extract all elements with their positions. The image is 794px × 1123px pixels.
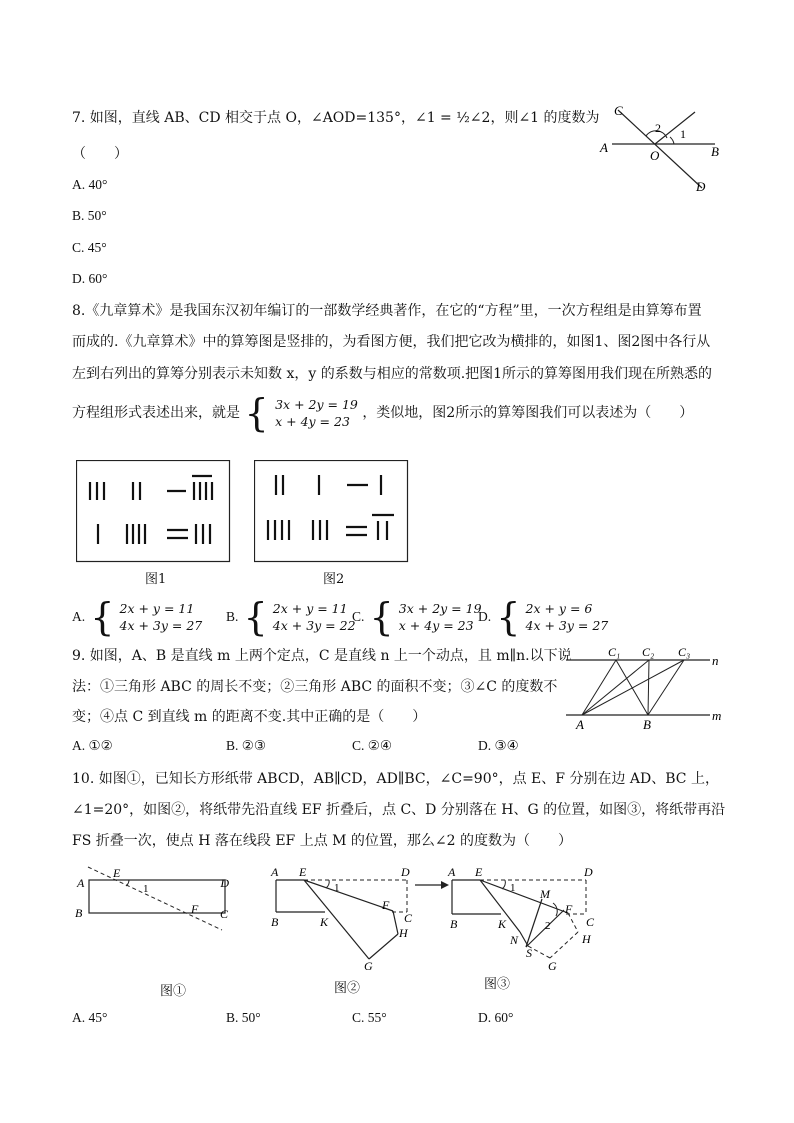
q10-option-a: A. 45° xyxy=(72,1010,108,1025)
q7-option-d: D. 60° xyxy=(72,271,108,286)
svg-text:E: E xyxy=(475,865,483,879)
q10-fig3-caption: 图③ xyxy=(484,977,511,992)
q9-option-b: B. ②③ xyxy=(226,738,266,753)
q7-label-a: A xyxy=(600,140,608,155)
q10-figure2 xyxy=(268,862,418,972)
svg-text:A: A xyxy=(448,865,456,879)
svg-text:A: A xyxy=(271,865,279,879)
svg-text:G: G xyxy=(548,959,557,973)
q7-label-1: 1 xyxy=(680,127,686,141)
q9-stem-line2: 法：①三角形 ABC 的周长不变；②三角形 ABC 的面积不变；③∠C 的度数不 xyxy=(72,679,558,695)
q7-label-b: B xyxy=(711,144,719,159)
q10-figure3 xyxy=(446,862,606,977)
q8-brace: { xyxy=(244,391,269,435)
q10-stem-line1: 10. 如图①，已知长方形纸带 ABCD，AB∥CD，AD∥BC，∠C=90°，点 E、F 分别在边 AD、BC 上， xyxy=(72,771,719,787)
q7-figure xyxy=(590,100,730,200)
svg-text:S: S xyxy=(526,946,532,960)
q9-label-c1: C₁ xyxy=(608,645,621,659)
q9-label-b: B xyxy=(643,717,651,732)
q9-option-c: C. ②④ xyxy=(352,738,392,753)
svg-text:E: E xyxy=(299,865,307,879)
q9-label-a: A xyxy=(576,717,584,732)
svg-text:H: H xyxy=(582,932,591,946)
q7-label-2: 2 xyxy=(655,121,661,135)
q8-option-a: A. { 2x + y = 11 4x + 3y = 27 xyxy=(72,595,203,639)
q10-fig1-caption: 图① xyxy=(160,984,187,999)
q9-label-c3: C₃ xyxy=(678,645,691,659)
q10-option-c: C. 55° xyxy=(352,1010,387,1025)
svg-text:C: C xyxy=(586,915,595,929)
svg-text:H: H xyxy=(399,926,408,940)
svg-text:1: 1 xyxy=(334,882,340,894)
q10-option-b: B. 50° xyxy=(226,1010,261,1025)
q8-stem-line3: 左到右列出的算筹分别表示未知数 x，y 的系数与相应的常数项.把图1所示的算筹图用我们现在所熟悉的 xyxy=(72,366,713,382)
svg-text:G: G xyxy=(364,959,373,972)
q7-stem-line1: 7. 如图，直线 AB、CD 相交于点 O，∠AOD=135°，∠1 = ½∠2，则∠1 的度数为 xyxy=(72,110,600,126)
q8-option-b: B. { 2x + y = 11 4x + 3y = 22 xyxy=(226,595,356,639)
q8-option-c: C. { 3x + 2y = 19 x + 4y = 23 xyxy=(352,595,482,639)
q8-figure2 xyxy=(254,460,409,563)
q10-figure1 xyxy=(70,862,230,942)
q8-fig2-caption: 图2 xyxy=(323,572,345,587)
q9-figure xyxy=(562,640,727,735)
q9-label-m: m xyxy=(712,708,722,723)
q7-option-a: A. 40° xyxy=(72,177,108,192)
q9-label-n: n xyxy=(712,653,719,668)
q10-stem-line3: FS 折叠一次，使点 H 落在线段 EF 上点 M 的位置，那么∠2 的度数为（ ） xyxy=(72,833,573,849)
q10-option-d: D. 60° xyxy=(478,1010,514,1025)
svg-text:N: N xyxy=(510,933,519,947)
q8-stem-line1: 8.《九章算术》是我国东汉初年编订的一部数学经典著作，在它的“方程”里，一次方程组是由算筹布置 xyxy=(72,303,702,319)
q8-option-d: D. { 2x + y = 6 4x + 3y = 27 xyxy=(478,595,609,639)
q8-fig1-caption: 图1 xyxy=(145,572,167,587)
svg-text:K: K xyxy=(320,915,329,929)
svg-text:B: B xyxy=(271,915,279,929)
q7-label-d: D xyxy=(696,179,706,194)
svg-text:B: B xyxy=(75,906,83,920)
svg-text:E: E xyxy=(113,866,121,880)
q9-option-a: A. ①② xyxy=(72,738,113,753)
q7-paren: （ ） xyxy=(72,146,128,162)
svg-text:2: 2 xyxy=(545,920,551,932)
q9-stem-line3: 变；④点 C 到直线 m 的距离不变.其中正确的是（ ） xyxy=(72,709,427,725)
q7-label-c: C xyxy=(614,103,623,118)
q10-stem-line2: ∠1=20°，如图②，将纸带先沿直线 EF 折叠后，点 C、D 分别落在 H、G 的位置，如图③，将纸带再沿 xyxy=(72,802,726,818)
q8-system: 3x + 2y = 19 x + 4y = 23 xyxy=(275,397,358,429)
q8-stem-line4: 方程组形式表述出来，就是 { 3x + 2y = 19 x + 4y = 23 ，类似地，图2所示的算筹图我们可以表述为（ ） xyxy=(72,391,694,435)
q8-figure1 xyxy=(76,460,231,563)
q8-stem-line2: 而成的.《九章算术》中的算筹图是竖排的，为看图方便，我们把它改为横排的，如图1、图2图中各行从 xyxy=(72,334,711,350)
svg-text:B: B xyxy=(450,917,458,931)
q9-stem-line1: 9. 如图，A、B 是直线 m 上两个定点，C 是直线 n 上一个动点，且 m∥n.以下说 xyxy=(72,648,572,664)
svg-text:F: F xyxy=(565,902,573,916)
svg-text:F: F xyxy=(191,902,199,916)
svg-text:D: D xyxy=(220,876,229,890)
q7-option-b: B. 50° xyxy=(72,208,107,223)
svg-text:1: 1 xyxy=(510,882,516,894)
q10-fig2-caption: 图② xyxy=(334,981,361,996)
q9-label-c2: C₂ xyxy=(642,645,655,659)
svg-text:A: A xyxy=(77,876,85,890)
q7-option-c: C. 45° xyxy=(72,240,107,255)
svg-text:M: M xyxy=(540,887,550,901)
svg-text:D: D xyxy=(584,865,593,879)
svg-text:C: C xyxy=(219,907,228,921)
q7-label-o: O xyxy=(650,148,660,163)
q9-option-d: D. ③④ xyxy=(478,738,519,753)
svg-text:1: 1 xyxy=(143,883,149,895)
svg-text:F: F xyxy=(382,898,390,912)
svg-text:C: C xyxy=(404,911,413,925)
svg-text:D: D xyxy=(401,865,410,879)
svg-text:K: K xyxy=(498,917,507,931)
